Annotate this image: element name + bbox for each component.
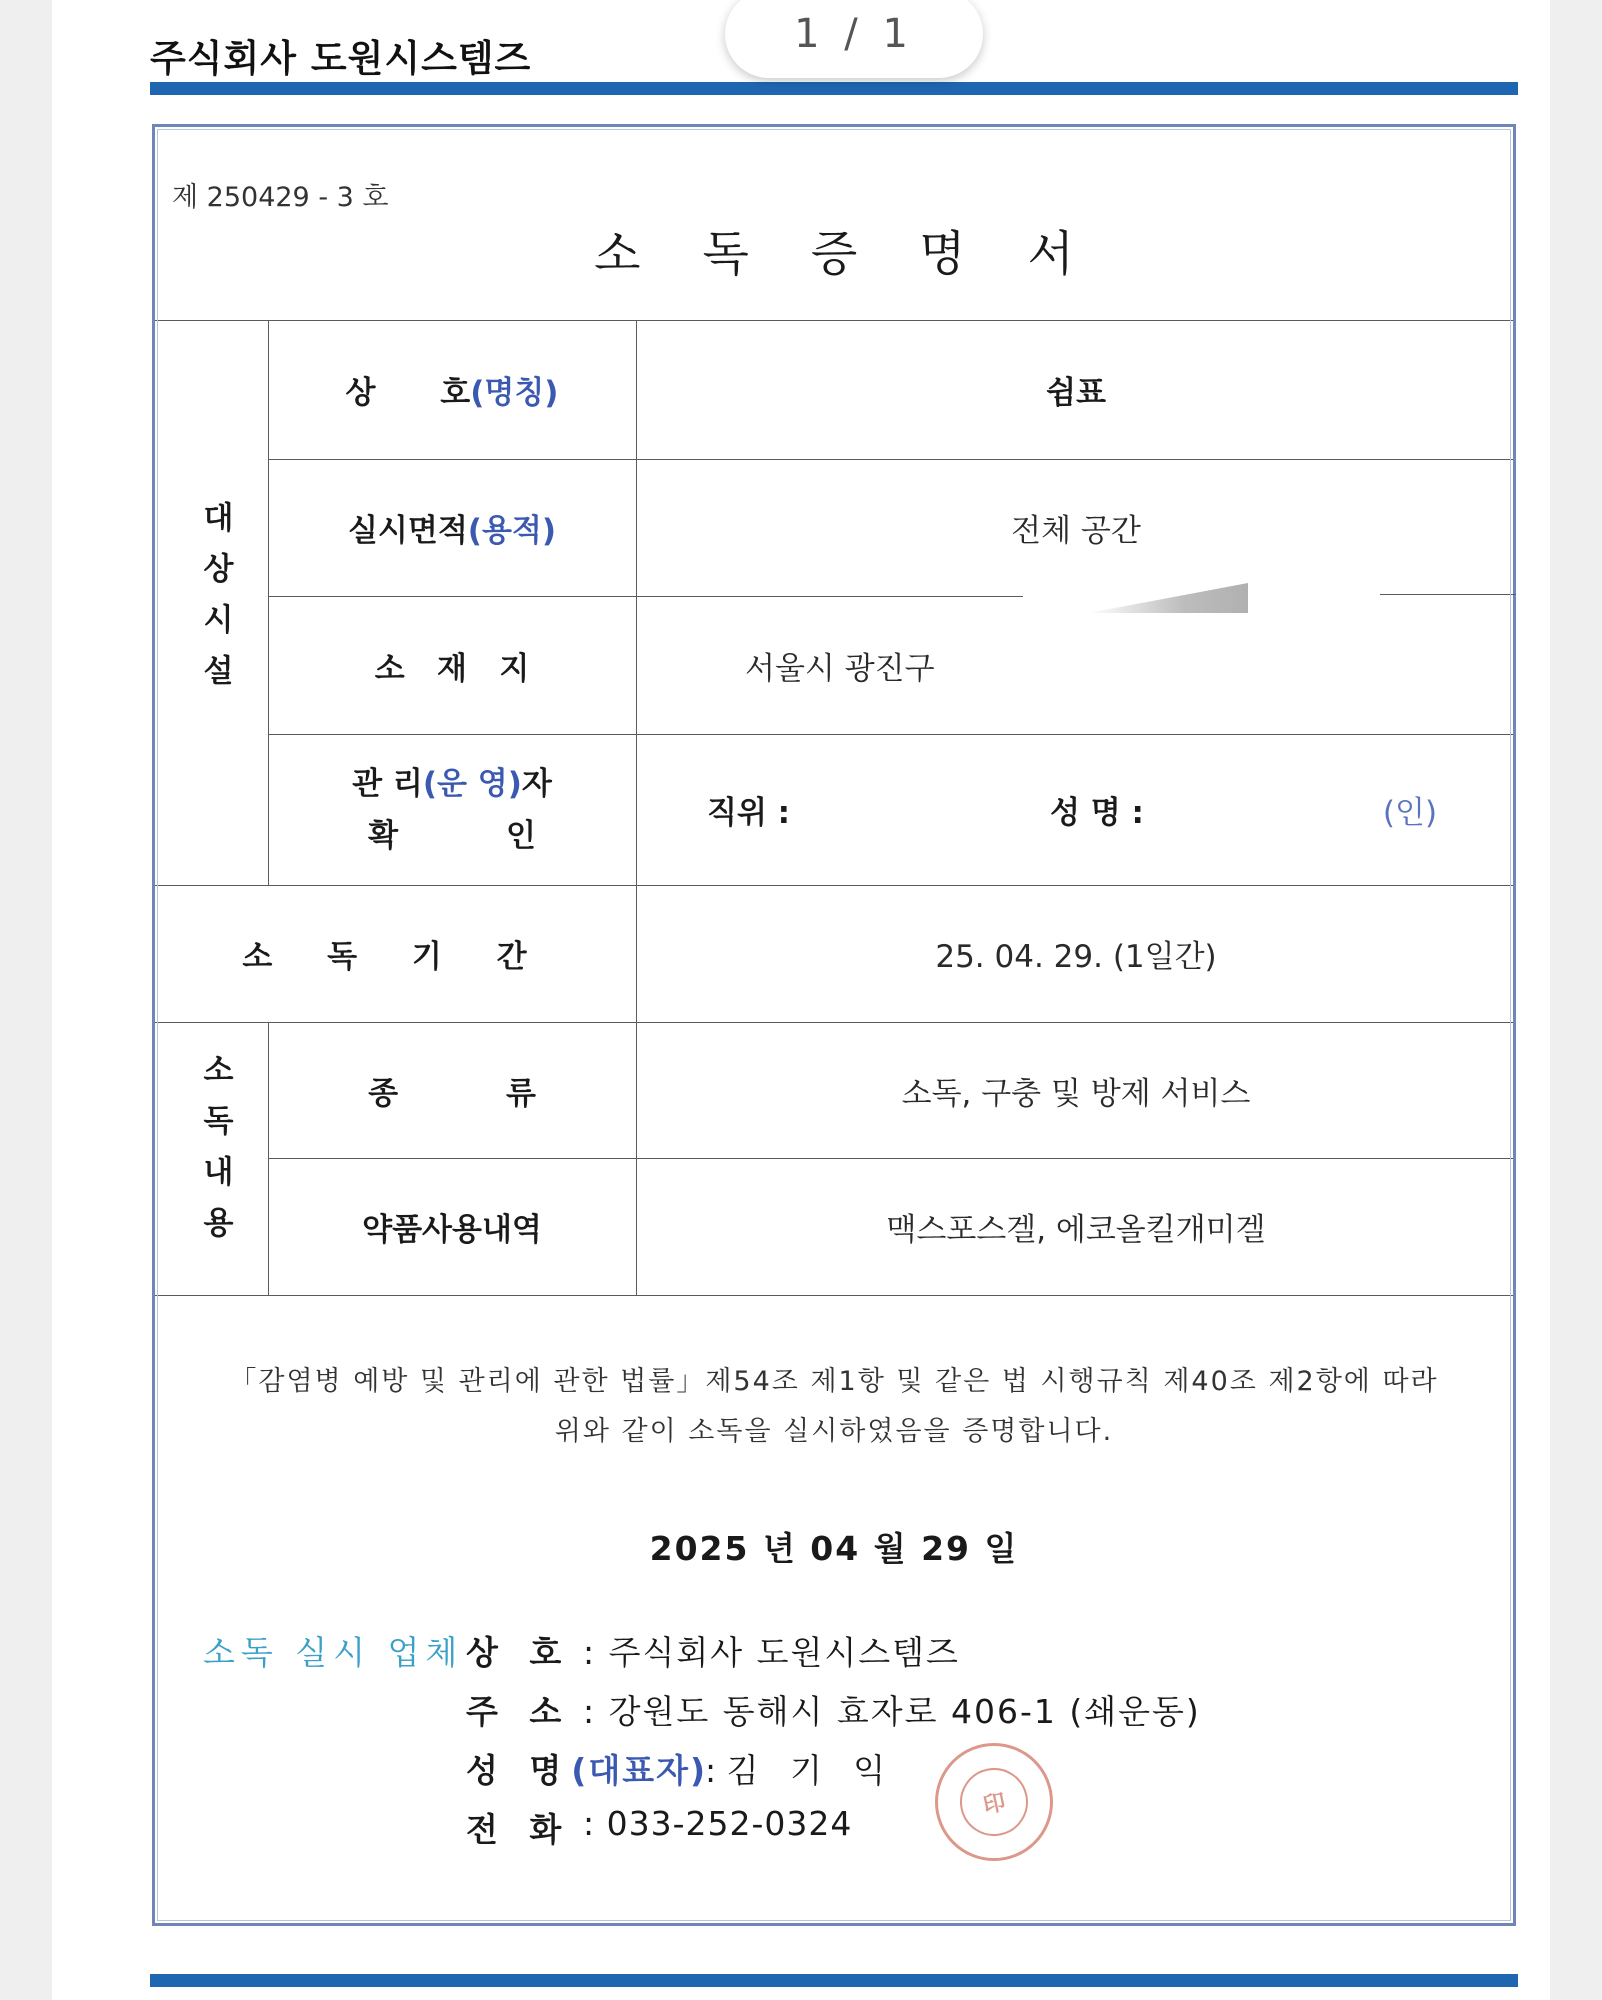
page-indicator: 1 / 1 xyxy=(725,0,983,78)
manager-label-paren: (운 영) xyxy=(422,765,522,802)
company-name-value: : 주식회사 도원시스템즈 xyxy=(583,1633,960,1672)
chemicals-label: 약품사용내역 xyxy=(362,1212,542,1248)
header-rule xyxy=(150,82,1518,95)
service-type-label: 종 류 xyxy=(368,1075,536,1112)
area-value: 전체 공간 xyxy=(1011,513,1141,549)
company-phone-value: : 033-252-0324 xyxy=(583,1804,853,1843)
company-address-value: : 강원도 동해시 효자로 406-1 (쇄운동) xyxy=(583,1692,1201,1731)
area-label-main: 실시면적 xyxy=(347,513,468,549)
seal-inner-mark: 印 xyxy=(954,1762,1035,1843)
company-header: 주식회사 도원시스템즈 xyxy=(150,37,532,80)
footer-rule xyxy=(150,1974,1518,1987)
business-name-label-paren: (명칭) xyxy=(470,375,559,411)
target-facility-label: 대상시설 xyxy=(197,501,233,705)
manager-position-label: 직위 : xyxy=(707,795,791,831)
company-section-label: 소독 실시 업체 xyxy=(203,1633,464,1672)
certificate-title: 소독증명서 xyxy=(594,226,1136,282)
company-seal-stamp xyxy=(935,1743,1053,1861)
legal-statement-line2: 위와 같이 소독을 실시하였음을 증명합니다. xyxy=(554,1416,1114,1447)
company-name-label: 상 호 xyxy=(466,1633,572,1672)
service-type-value: 소독, 구충 및 방제 서비스 xyxy=(901,1075,1251,1112)
area-label-paren: (용적) xyxy=(467,513,557,549)
issue-date: 2025 년 04 월 29 일 xyxy=(649,1529,1019,1568)
manager-label-b: 자 xyxy=(521,765,552,802)
location-value: 서울시 광진구 xyxy=(745,650,935,687)
chemicals-value: 맥스포스겔, 에코올킬개미겔 xyxy=(886,1212,1266,1248)
period-label: 소 독 기 간 xyxy=(242,939,549,975)
manager-name-label: 성 명 : xyxy=(1050,795,1144,831)
area-label xyxy=(268,459,636,596)
manager-label-a: 관 리 xyxy=(352,765,423,802)
disinfection-content-label: 소독내용 xyxy=(197,1053,233,1257)
period-value: 25. 04. 29. (1일간) xyxy=(935,939,1217,975)
company-address-label: 주 소 xyxy=(466,1692,572,1731)
manager-confirmation-label xyxy=(268,734,636,885)
company-rep-label: 성 명 xyxy=(466,1751,572,1790)
disinfection-certificate xyxy=(152,124,1516,1926)
table-line xyxy=(155,1295,1513,1296)
company-rep-label-group xyxy=(466,1745,707,1792)
location-label: 소 재 지 xyxy=(374,650,530,687)
certificate-number: 제 250429 - 3 호 xyxy=(172,182,389,213)
document-page xyxy=(52,0,1550,2000)
company-phone-label: 전 화 xyxy=(466,1810,572,1849)
business-name-value: 쉼표 xyxy=(1046,375,1106,411)
business-name-label xyxy=(268,320,636,459)
company-rep-paren: (대표자) xyxy=(571,1751,708,1790)
manager-label-line2: 확 인 xyxy=(368,817,536,854)
legal-statement-line1: 「감염병 예방 및 관리에 관한 법률」제54조 제1항 및 같은 법 시행규칙 제40조 제2항에 따라 xyxy=(229,1366,1439,1397)
business-name-label-main: 상 호 xyxy=(345,375,471,411)
company-rep-value: : 김 기 익 xyxy=(705,1751,886,1790)
manager-seal-mark: (인) xyxy=(1382,795,1438,831)
